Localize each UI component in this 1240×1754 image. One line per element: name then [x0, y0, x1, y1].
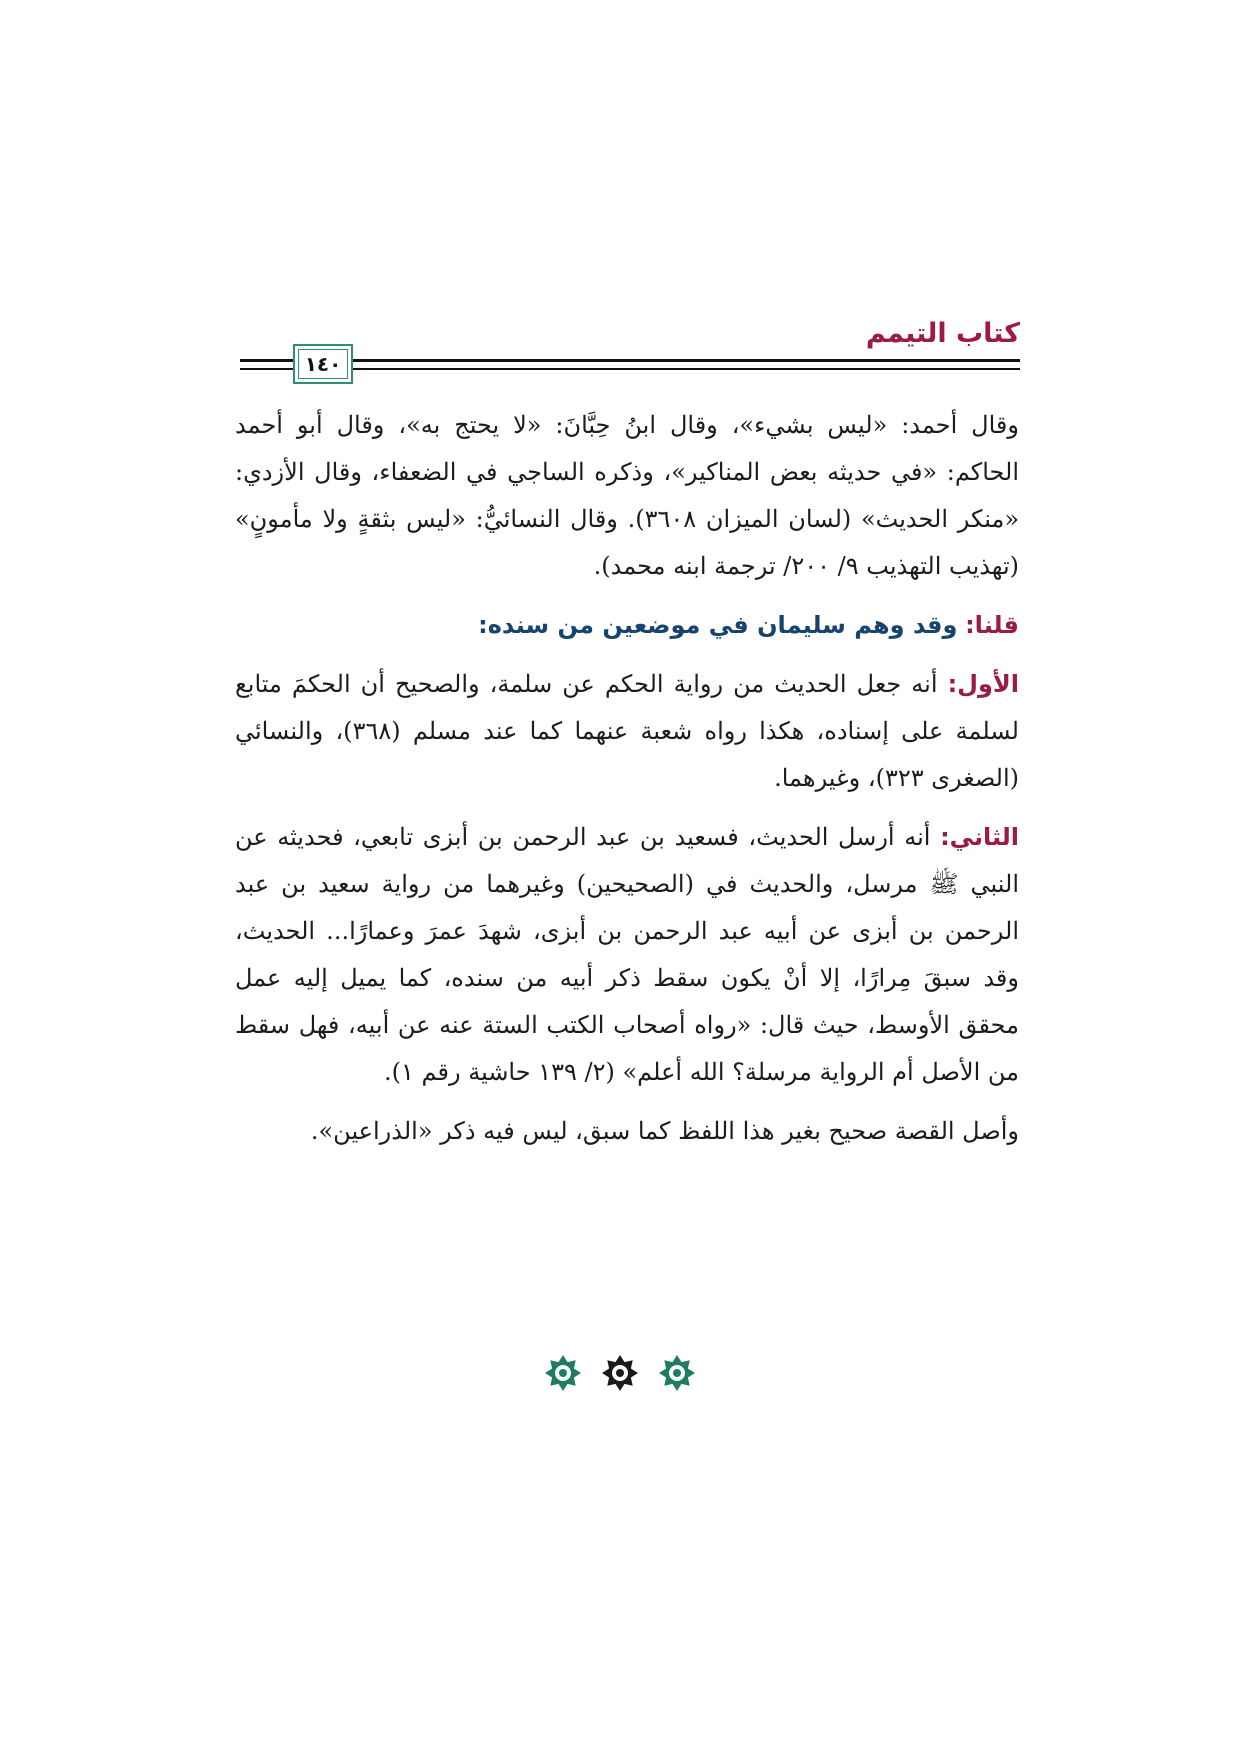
chapter-title: كتاب التيمم [865, 318, 1020, 349]
paragraph-lead: الأول: [947, 670, 1019, 698]
paragraph [235, 602, 1019, 649]
paragraph-text: أنه أرسل الحديث، فسعيد بن عبد الرحمن بن أبزى تابعي، فحديثه عن النبي ﷺ مرسل، والحديث في (الصحيحين) وغيرهما من رواية سعيد بن عبد الرحمن بن أبزى عن أبيه عبد الرحمن بن أبزى، شهدَ عمرَ وعمارًا... الحديث، وقد سبقَ مِرارًا، إلا أنْ يكون سقط ذكر أبيه من سنده، كما يميل إليه عمل محقق الأوسط، حيث قال: «رواه أصحاب الكتب الستة عنه عن أبيه، فهل سقط من الأصل أم الرواية مرسلة؟ الله أعلم» (٢/ ١٣٩ حاشية رقم ١). [235, 823, 1019, 1086]
header-rule [240, 368, 1020, 370]
paragraph-text: وقال أحمد: «ليس بشيء»، وقال ابنُ حِبَّانَ: «لا يحتج به»، وقال أبو أحمد الحاكم: «في حديثه بعض المناكير»، وذكره الساجي في الضعفاء، وقال الأزدي: «منكر الحديث» (لسان الميزان ٣٦٠٨). وقال النسائيُّ: «ليس بثقةٍ ولا مأمونٍ» (تهذيب التهذيب ٩/ ٢٠٠/ ترجمة ابنه محمد). [235, 411, 1019, 580]
page-number: ١٤٠ [304, 352, 342, 376]
page-number-badge [293, 344, 353, 384]
star-ornament-icon [657, 1353, 697, 1393]
section-heading: وقد وهم سليمان في موضعين من سنده: [478, 611, 958, 639]
star-ornament-icon [543, 1353, 583, 1393]
page-content [235, 402, 1019, 1155]
paragraph [235, 814, 1019, 1096]
paragraph [235, 661, 1019, 802]
header-rule [240, 359, 1020, 362]
paragraph [235, 402, 1019, 590]
end-ornaments [0, 1353, 1240, 1397]
paragraph-text: وأصل القصة صحيح بغير هذا اللفظ كما سبق، ليس فيه ذكر «الذراعين». [310, 1117, 1019, 1145]
paragraph-text: أنه جعل الحديث من رواية الحكم عن سلمة، والصحيح أن الحكمَ متابع لسلمة على إسناده، هكذا رواه شعبة عنهما كما عند مسلم (٣٦٨)، والنسائي (الصغرى ٣٢٣)، وغيرهما. [235, 670, 1019, 792]
page-header [240, 310, 1020, 390]
paragraph-lead: قلنا: [965, 611, 1019, 639]
star-ornament-icon [600, 1353, 640, 1393]
paragraph [235, 1108, 1019, 1155]
paragraph-lead: الثاني: [940, 823, 1019, 851]
